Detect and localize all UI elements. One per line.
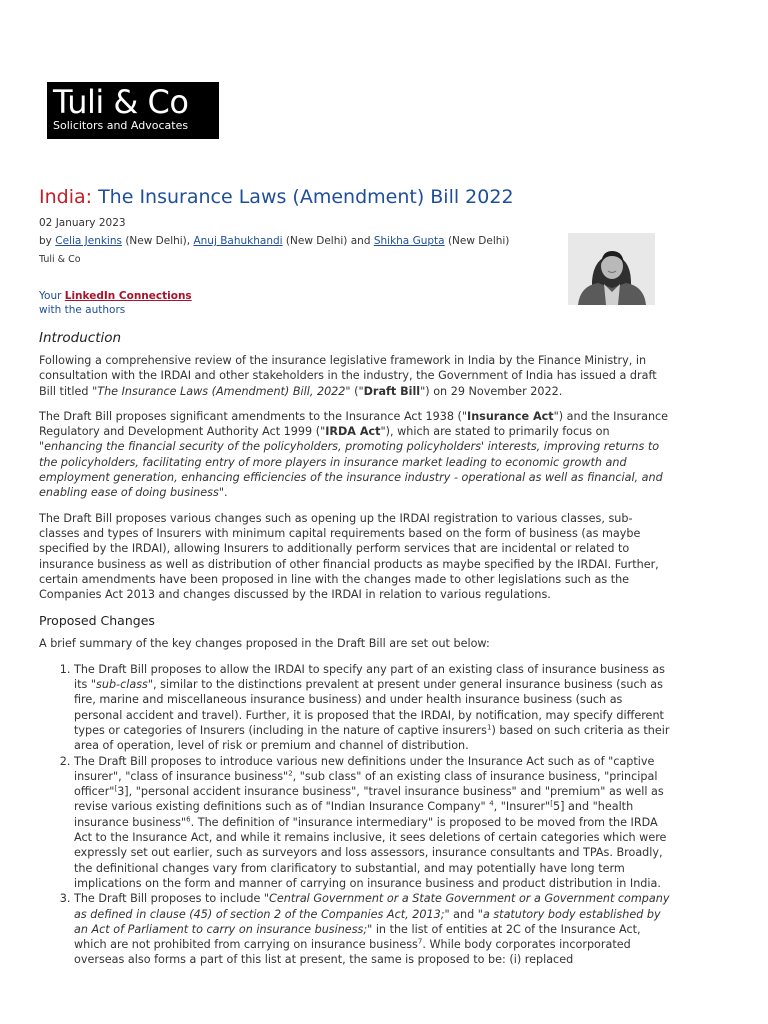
footnote-ref[interactable]: [	[114, 784, 118, 793]
author-link-shikha-gupta[interactable]: Shikha Gupta	[373, 235, 445, 247]
article-country[interactable]: India:	[39, 186, 93, 208]
text: ) based on such criteria as their area of operation, level of risk or premium and channel of distribution.	[74, 723, 670, 753]
author-location: (New Delhi)	[447, 235, 510, 247]
article-body	[39, 328, 672, 968]
author-link-anuj-bahukhandi[interactable]: Anuj Bahukhandi	[193, 235, 283, 247]
author-byline: by Celia Jenkins (New Delhi), Anuj Bahukhandi (New Delhi) and Shikha Gupta (New Delhi)	[39, 235, 510, 247]
author-location: (New Delhi)	[285, 235, 348, 247]
list-item	[74, 891, 672, 967]
defined-term: Insurance Act	[467, 409, 554, 423]
text: Following a comprehensive review of the insurance legislative framework in India by the Finance Ministry, in consultation with the IRDAI and other stakeholders in the industry, the Government of India has issued a draft Bill titled "	[39, 354, 657, 398]
byline-prefix: by	[39, 235, 52, 247]
text: 3], "personal accident insurance business", "travel insurance business" and "premium" as well as revise various existing definitions such as of "Indian Insurance Company"	[74, 785, 664, 814]
article-date: 02 January 2023	[39, 217, 126, 229]
text: The Draft Bill proposes to allow the IRDAI to specify any part of an existing class of insurance business as its "	[74, 662, 665, 692]
text: " and "	[444, 907, 483, 921]
text: . The definition of "insurance intermediary" is proposed to be moved from the IRDA Act to the Insurance Act, and while it remains inclusive, it sees deletions of certain categories which were expressly set out earlier, such as surveyors and loss assessors, insurance consultants and TPAs. Broadly, the definitional changes vary from clarificatory to substantial, and may potentially have long term implications on the form and manner of carrying on insurance business and product distribution in India.	[74, 815, 667, 890]
linkedin-prefix: Your	[39, 290, 62, 302]
author-link-celia-jenkins[interactable]: Celia Jenkins	[55, 235, 122, 247]
text: 5] and "health insurance business"	[74, 800, 634, 829]
footnote-ref[interactable]: 2	[288, 769, 293, 778]
changes-list	[39, 662, 672, 968]
author-location: (New Delhi)	[125, 235, 187, 247]
text: ") and the Insurance Regulatory and Development Authority Act 1999 ("	[39, 409, 669, 439]
text: The Draft Bill proposes to introduce various new definitions under the Insurance Act such as of "captive insurer", "class of insurance business"	[74, 754, 655, 783]
logo-tagline: Solicitors and Advocates	[53, 119, 189, 132]
italic-term: sub-class	[96, 678, 148, 692]
text: The Draft Bill proposes significant amendments to the Insurance Act 1938 ("	[39, 409, 468, 423]
text: The Draft Bill proposes to include "	[74, 892, 270, 906]
text: , "sub class" of an existing class of insurance business, "principal officer"	[74, 769, 658, 799]
introduction-heading: Introduction	[39, 330, 122, 346]
linkedin-connections	[39, 289, 192, 317]
text: . While body corporates incorporated overseas also forms a part of this list at present, the same is proposed to be: (i) replaced	[74, 938, 631, 967]
author-portrait-image	[568, 233, 655, 305]
proposed-changes-heading: Proposed Changes	[39, 613, 155, 629]
proposed-changes-lead: A brief summary of the key changes proposed in the Draft Bill are set out below:	[39, 637, 490, 651]
text: " ("	[345, 384, 364, 398]
bill-title-italic: The Insurance Laws (Amendment) Bill, 2022	[97, 384, 346, 398]
list-item	[74, 662, 672, 754]
defined-term: Draft Bill	[363, 384, 421, 398]
linkedin-link[interactable]: LinkedIn Connections	[64, 290, 192, 302]
intro-paragraph-3: The Draft Bill proposes various changes such as opening up the IRDAI registration to various classes, sub-classes and types of Insurers with minimum capital requirements based on the form of business (as maybe specified by the IRDAI), allowing Insurers to additionally perform services that are incidental or related to insurance business as well as distribution of other financial products as maybe specified by the IRDAI. Further, certain amendments have been proposed in line with the changes made to other legislations such as the Companies Act 2013 and changes discussed by the IRDAI in relation to various regulations.	[39, 511, 659, 602]
text: ") on 29 November 2022.	[420, 384, 563, 398]
text: "), which are stated to primarily focus on "	[39, 425, 610, 454]
text: ", similar to the distinctions prevalent at present under general insurance business (such as fire, marine and miscellaneous insurance business) and under health insurance business (such as personal accident and travel). Further, it is proposed that the IRDAI, by notification, may specify different types or categories of Insurers (including in the nature of captive insurers	[74, 678, 664, 737]
article-headline: The Insurance Laws (Amendment) Bill 2022	[98, 186, 514, 208]
footnote-ref[interactable]: 7	[417, 937, 423, 946]
defined-term: IRDA Act	[325, 425, 381, 439]
italic-quote: a statutory body established by an Act of Parliament to carry on insurance business;	[74, 907, 661, 936]
intro-paragraph-1	[39, 353, 672, 399]
quoted-objective: enhancing the financial security of the policyholders, promoting policyholders' interests, improving returns to the policyholders, facilitating entry of more players in insurance market leading to economic growth and employment generation, enhancing efficiencies of the insurance industry - operational as well as financial, and enabling ease of doing business	[39, 440, 663, 500]
italic-quote: Central Government or a State Government or a Government company as defined in clause (45) of section 2 of the Companies Act, 2013;	[74, 892, 670, 921]
footnote-ref[interactable]: 6	[186, 814, 191, 823]
list-item	[74, 754, 672, 892]
footnote-ref[interactable]: [	[550, 799, 553, 808]
logo-name: Tuli & Co	[53, 83, 189, 121]
text: ".	[218, 486, 228, 500]
text: , "Insurer"	[493, 800, 551, 814]
text: " in the list of entities at 2C of the Insurance Act, which are not prohibited from carrying on insurance business	[74, 922, 641, 952]
intro-paragraph-2	[39, 409, 672, 501]
footnote-ref[interactable]: 4	[489, 799, 494, 808]
author-photo	[568, 233, 655, 305]
firm-name: Tuli & Co	[39, 254, 81, 265]
article-title	[39, 185, 514, 209]
footnote-ref[interactable]: 1	[487, 723, 492, 732]
firm-logo[interactable]	[47, 82, 219, 139]
linkedin-suffix: with the authors	[39, 304, 126, 316]
